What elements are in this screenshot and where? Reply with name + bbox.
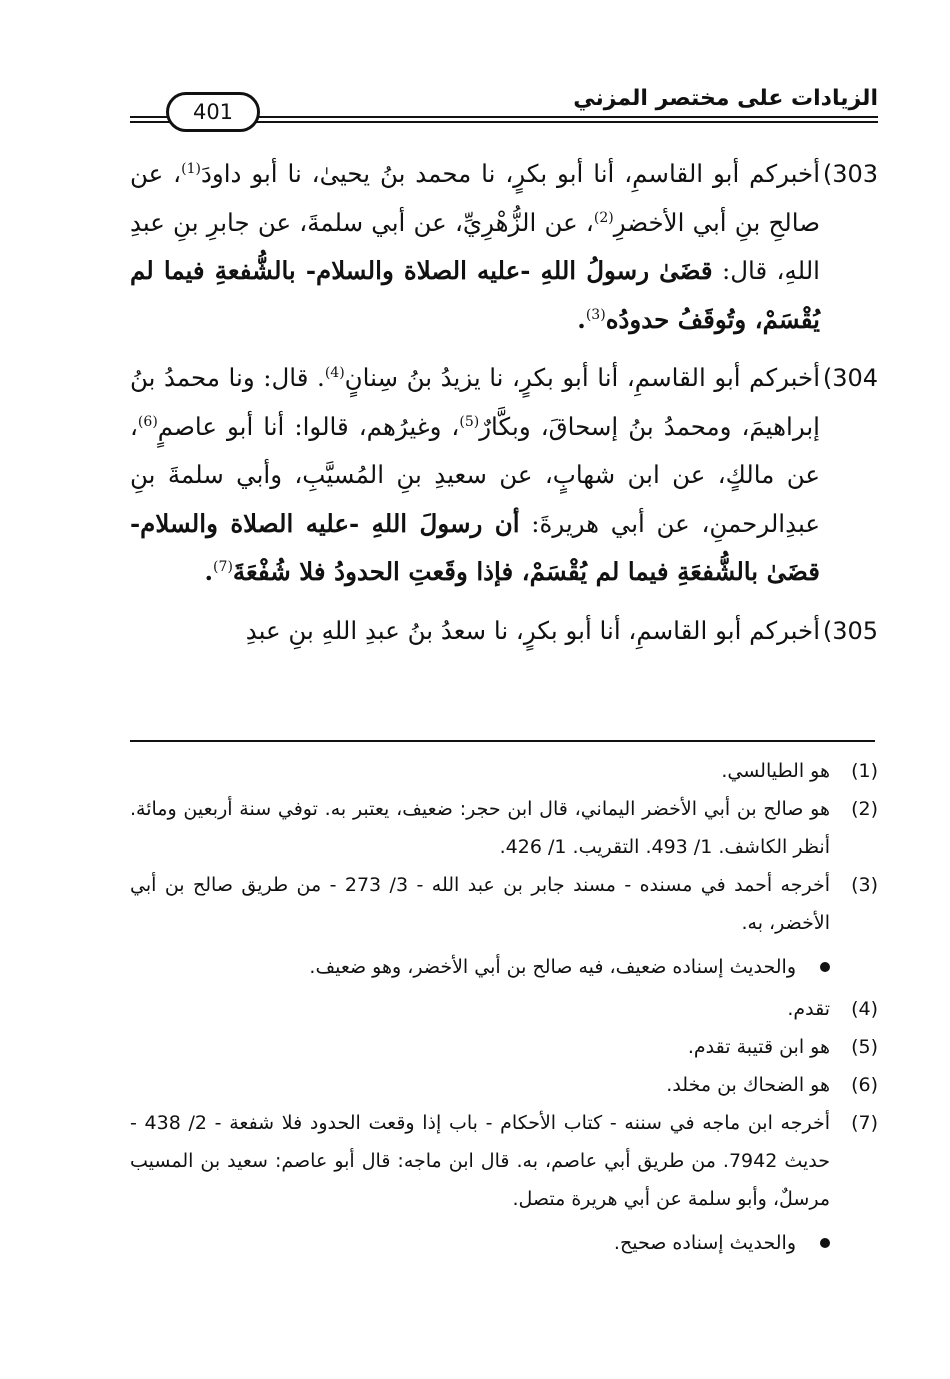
grading-text: والحديث إسناده ضعيف، فيه صالح بن أبي الأخضر، وهو ضعيف. (309, 956, 796, 978)
hadith-isnad: أخبركم أبو القاسمِ، أنا أبو بكرٍ، نا محمد بنُ يحيىٰ، نا أبو داودَ (200, 159, 821, 188)
hadith-paragraph (130, 150, 878, 344)
footnote-ref: (1) (181, 160, 201, 177)
footnote-text: أخرجه ابن ماجه في سننه - كتاب الأحكام - باب إذا وقعت الحدود فلا شفعة - 2/ 438 - حديث 7942. من طريق أبي عاصم، به. قال ابن ماجه: قال أبو عاصم: سعيد بن المسيب مرسلٌ، وأبو سلمة عن أبي هريرة متصل. (130, 1112, 831, 1210)
hadith-isnad: ، عن مالكٍ، عن ابن شهابٍ، عن سعيدِ بنِ المُسيَّبِ، وأبي سلمةَ بنِ عبدِالرحمنِ، عن أبي هريرةَ: (130, 411, 820, 538)
hadith-paragraph (130, 607, 878, 656)
footnote-grading (130, 948, 878, 986)
hadith-matn: . (204, 557, 214, 586)
footnote-item (130, 866, 878, 942)
footnote-item (130, 1066, 878, 1104)
footnote-ref: (7) (213, 558, 233, 575)
footnote-number: (3) (851, 874, 878, 896)
footnote-number: (4) (851, 998, 878, 1020)
hadith-matn: أن رسولَ اللهِ -عليه الصلاة والسلام- قضَىٰ بالشُّفعَةِ فيما لم يُقْسَمْ، فإذا وقَعتِ الحدودُ فلا شُفْعَةَ (130, 508, 820, 586)
footnote-ref: (5) (459, 413, 480, 430)
footnote-number: (2) (851, 798, 878, 820)
hadith-matn: قضَىٰ رسولُ اللهِ -عليه الصلاة والسلام- بالشُّفعةِ فيما لم يُقْسَمْ، وتُوقَفُ حدودُه (130, 256, 820, 334)
footnote-separator (130, 740, 875, 742)
hadith-number: 304) (822, 364, 878, 392)
footnote-item (130, 1104, 878, 1218)
footnote-number: (7) (851, 1112, 878, 1134)
footnote-text: هو صالح بن أبي الأخضر اليماني، قال ابن حجر: ضعيف، يعتبر به. توفي سنة أربعين ومائة. أنظر الكاشف. 1/ 493. التقريب. 1/ 426. (130, 798, 830, 858)
footnote-ref: (6) (137, 413, 158, 430)
book-title: الزيادات على مختصر المزني (573, 86, 878, 111)
footnote-text: أخرجه أحمد في مسنده - مسند جابر بن عبد الله - 3/ 273 - من طريق صالح بن أبي الأخضر، به. (130, 874, 830, 934)
main-text (130, 150, 878, 665)
footnote-text: هو الطيالسي. (721, 760, 830, 782)
footnote-grading (130, 1224, 878, 1262)
footnotes (130, 752, 878, 1266)
footnote-text: هو ابن قتيبة تقدم. (687, 1036, 830, 1058)
footnote-number: (1) (851, 760, 878, 782)
hadith-isnad: ، عن صالحِ بنِ أبي الأخضرِ (130, 159, 820, 237)
page-number: 401 (166, 92, 260, 132)
footnote-ref: (2) (593, 209, 614, 226)
hadith-isnad: . قال: ونا محمدُ بنُ إبراهيمَ، ومحمدُ بنُ إسحاقَ، وبكَّارٌ (130, 363, 820, 441)
footnote-item (130, 990, 878, 1028)
footnote-text: هو الضحاك بن مخلد. (666, 1074, 830, 1096)
footnote-item (130, 752, 878, 790)
hadith-number: 303) (822, 160, 878, 188)
footnote-text: تقدم. (787, 998, 830, 1020)
footnote-number: (5) (851, 1036, 878, 1058)
hadith-paragraph (130, 354, 878, 597)
grading-text: والحديث إسناده صحيح. (613, 1232, 796, 1254)
bullet-dot-icon (820, 962, 830, 972)
hadith-number: 305) (822, 616, 878, 645)
hadith-isnad: ، عن الزُّهْرِيِّ، عن أبي سلمةَ، عن جابرِ بنِ عبدِ اللهِ، قال: (130, 207, 820, 285)
footnote-ref: (4) (324, 364, 345, 381)
hadith-isnad: أخبركم أبو القاسمِ، أنا أبو بكرٍ، نا سعدُ بنُ عبدِ اللهِ بنِ عبدِ (245, 615, 820, 645)
hadith-isnad: أخبركم أبو القاسمِ، أنا أبو بكرٍ، نا يزيدُ بنُ سِنانٍ (344, 363, 820, 392)
hadith-isnad: ، وغيرُهم، قالوا: أنا أبو عاصمٍ (157, 411, 460, 441)
footnote-ref: (3) (585, 306, 606, 323)
bullet-dot-icon (820, 1238, 830, 1248)
footnote-number: (6) (851, 1074, 878, 1096)
page-header (130, 86, 878, 126)
footnote-item (130, 1028, 878, 1066)
hadith-matn: . (577, 304, 586, 334)
footnote-item (130, 790, 878, 866)
